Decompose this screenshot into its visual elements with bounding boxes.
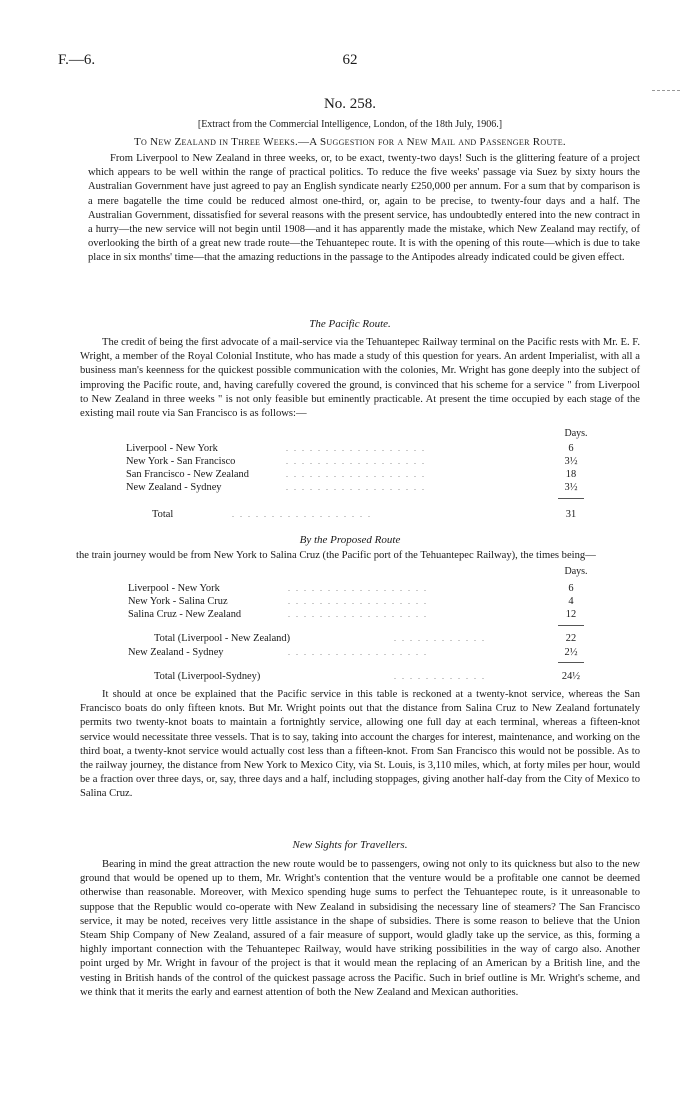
route-table-existing — [126, 428, 596, 528]
total-label: Total (Liverpool-Sydney) — [154, 671, 261, 682]
days-column-header: Days. — [564, 428, 588, 439]
section-heading-new-sights: New Sights for Travellers. — [292, 839, 408, 851]
table-row — [126, 442, 586, 455]
row-label: Salina Cruz - New Zealand — [128, 609, 242, 620]
extract-note: [Extract from the Commercial Intelligence, London, of the 18th July, 1906.] — [197, 119, 503, 130]
row-value: 3½ — [564, 482, 578, 493]
leader-dots: . . . . . . . . . . . . . . . . . . — [286, 470, 426, 479]
leader-dots: . . . . . . . . . . . . — [394, 672, 486, 681]
document-number: No. 258. — [323, 96, 377, 112]
total-value: 31 — [565, 509, 577, 520]
row-label: Liverpool - New York — [128, 583, 220, 594]
document-reference: F.—6. — [58, 52, 96, 68]
margin-mark — [652, 90, 680, 91]
row-label: New York - Salina Cruz — [128, 596, 228, 607]
paragraph-service-explanation: It should at once be explained that the Pacific service in this table is reckoned at a twenty-knot service, whereas the San Francisco boats do only fifteen knots. But Mr. Wright points out that the distance from Salina Cruz to New Zealand fortunately permits two twenty-knot boats to maintain a fortnightly service, allowing one full day at each terminal, whereas a fifteen-knot service would necessitate three vessels. That is to say, taking into account the charges for interest, maintenance, and working on the third boat, a twenty-knot service would actually cost less than a fifteen-knot. From San Francisco this would not be possible. As to the railway journey, the distance from New York to Mexico City, via St. Louis, is 3,110 miles, which, at forty miles per hour, would be a fraction over three days, or, say, three days and a half, including stoppages, giving another half-day from the City of Mexico to Salina Cruz. — [80, 689, 640, 800]
total-value: 24½ — [561, 671, 581, 682]
leader-dots: . . . . . . . . . . . . . . . . . . — [286, 483, 426, 492]
table-row — [128, 595, 586, 608]
row-value: 12 — [565, 609, 577, 620]
row-value: 2½ — [564, 647, 578, 658]
paragraph-pacific-route: The credit of being the first advocate of a mail-service via the Tehuantepec Railway terminal on the Pacific rests with Mr. E. F. Wright, a member of the Royal Colonial Institute, who has made a study of this question for years. An ardent Imperialist, with all a business man's keenness for the quickest possible communication with the colonies, Mr. Wright has gone deeply into the subject of improving the Pacific route, and, having carefully covered the ground, is convinced that his scheme for a service " from Liverpool to New Zealand in three weeks " is not only feasible but eminently practicable. At present the time occupied by each stage of the existing mail route via San Francisco is as follows:— — [80, 337, 640, 420]
days-column-header: Days. — [564, 566, 588, 577]
row-label: San Francisco - New Zealand — [126, 469, 249, 480]
leader-dots: . . . . . . . . . . . . . . . . . . — [286, 457, 426, 466]
article-headline: To New Zealand in Three Weeks.—A Suggestion for a New Mail and Passenger Route. — [134, 136, 566, 148]
leader-dots: . . . . . . . . . . . . — [394, 634, 486, 643]
leader-dots: . . . . . . . . . . . . . . . . . . — [288, 597, 428, 606]
total-rule — [558, 498, 584, 499]
table-row — [128, 608, 586, 621]
table-total-row — [154, 670, 586, 683]
total-label: Total — [152, 509, 174, 520]
row-label: New Zealand - Sydney — [128, 647, 224, 658]
leader-dots: . . . . . . . . . . . . . . . . . . — [288, 610, 428, 619]
paragraph-new-sights: Bearing in mind the great attraction the new route would be to passengers, owing not only to its quickness but also to the new ground that would be opened up to them, Mr. Wright's contention that the venture would be a profitable one cannot be deemed otherwise than reasonable. Moreover, with Mexico spending huge sums to perfect the Tehuantepec route, is it unreasonable to suppose that the Republic would co-operate with New Zealand in subsidising the necessary line of steamers? The San Francisco service, it may be noted, receives very little assistance in the shape of subsidies. There is some reason to believe that the Union Steam Ship Company of New Zealand, assured of a fair measure of support, would gladly take up the service, as this, forming a highly important connection with the Tehuantepec Railway, would have striking possibilities in the way of cargo also. Another point urged by Mr. Wright in favour of the project is that it would mean the replacing of an American by a British line, and the vesting in British hands of the control of the quickest passage across the Pacific. Such in brief outline is Mr. Wright's scheme, and we think that it merits the early and earnest attention of both the New Zealand and Mexican authorities. — [80, 859, 640, 998]
subtotal-rule — [558, 625, 584, 626]
subtotal-value: 22 — [565, 633, 577, 644]
table-total-row — [152, 508, 586, 521]
row-value: 6 — [568, 443, 574, 454]
table-row — [126, 468, 586, 481]
row-value: 18 — [565, 469, 577, 480]
row-value: 3½ — [564, 456, 578, 467]
paragraph-proposed-route: the train journey would be from New York to Salina Cruz (the Pacific port of the Tehuantepec Railway), the times being— — [76, 550, 596, 561]
leader-dots: . . . . . . . . . . . . . . . . . . — [232, 510, 372, 519]
row-label: New York - San Francisco — [126, 456, 236, 467]
section-heading-proposed-route: By the Proposed Route — [299, 534, 401, 546]
page-number: 62 — [342, 52, 358, 68]
leader-dots: . . . . . . . . . . . . . . . . . . — [288, 648, 428, 657]
table-row — [128, 582, 586, 595]
table-subtotal-row — [154, 632, 586, 645]
row-value: 6 — [568, 583, 574, 594]
leader-dots: . . . . . . . . . . . . . . . . . . — [288, 584, 428, 593]
section-heading-pacific-route: The Pacific Route. — [309, 318, 391, 330]
table-row — [126, 481, 586, 494]
row-label: New Zealand - Sydney — [126, 482, 222, 493]
table-row — [126, 455, 586, 468]
route-table-proposed — [128, 566, 596, 686]
subtotal-label: Total (Liverpool - New Zealand) — [154, 633, 291, 644]
row-label: Liverpool - New York — [126, 443, 218, 454]
paragraph-intro: From Liverpool to New Zealand in three weeks, or, to be exact, twenty-two days! Such is the glittering feature of a project which appears to be well within the range of practical politics. To reduce the five weeks' passage via Suez by sixty hours the Australian Government have just agreed to pay an English syndicate nearly £250,000 per annum. For a sum that by comparison is a mere bagatelle the time could be reduced almost one-third, or, again to be precise, to twenty-four days and a half. The Australian Government, dissatisfied for several reasons with the present service, has undoubtedly entered into the new contract in a hurry—the new service will not begin until 1908—and it has apparently made the mistake, which New Zealand may rectify, of overlooking the birth of a great new trade route—the Tehuantepec route. It is with the opening of this route—which is due to take place in six months' time—that the amazing reductions in the passage to the Antipodes already indicated could be given effect. — [88, 153, 640, 264]
row-value: 4 — [568, 596, 574, 607]
table-row — [128, 646, 586, 659]
total-rule — [558, 662, 584, 663]
leader-dots: . . . . . . . . . . . . . . . . . . — [286, 444, 426, 453]
